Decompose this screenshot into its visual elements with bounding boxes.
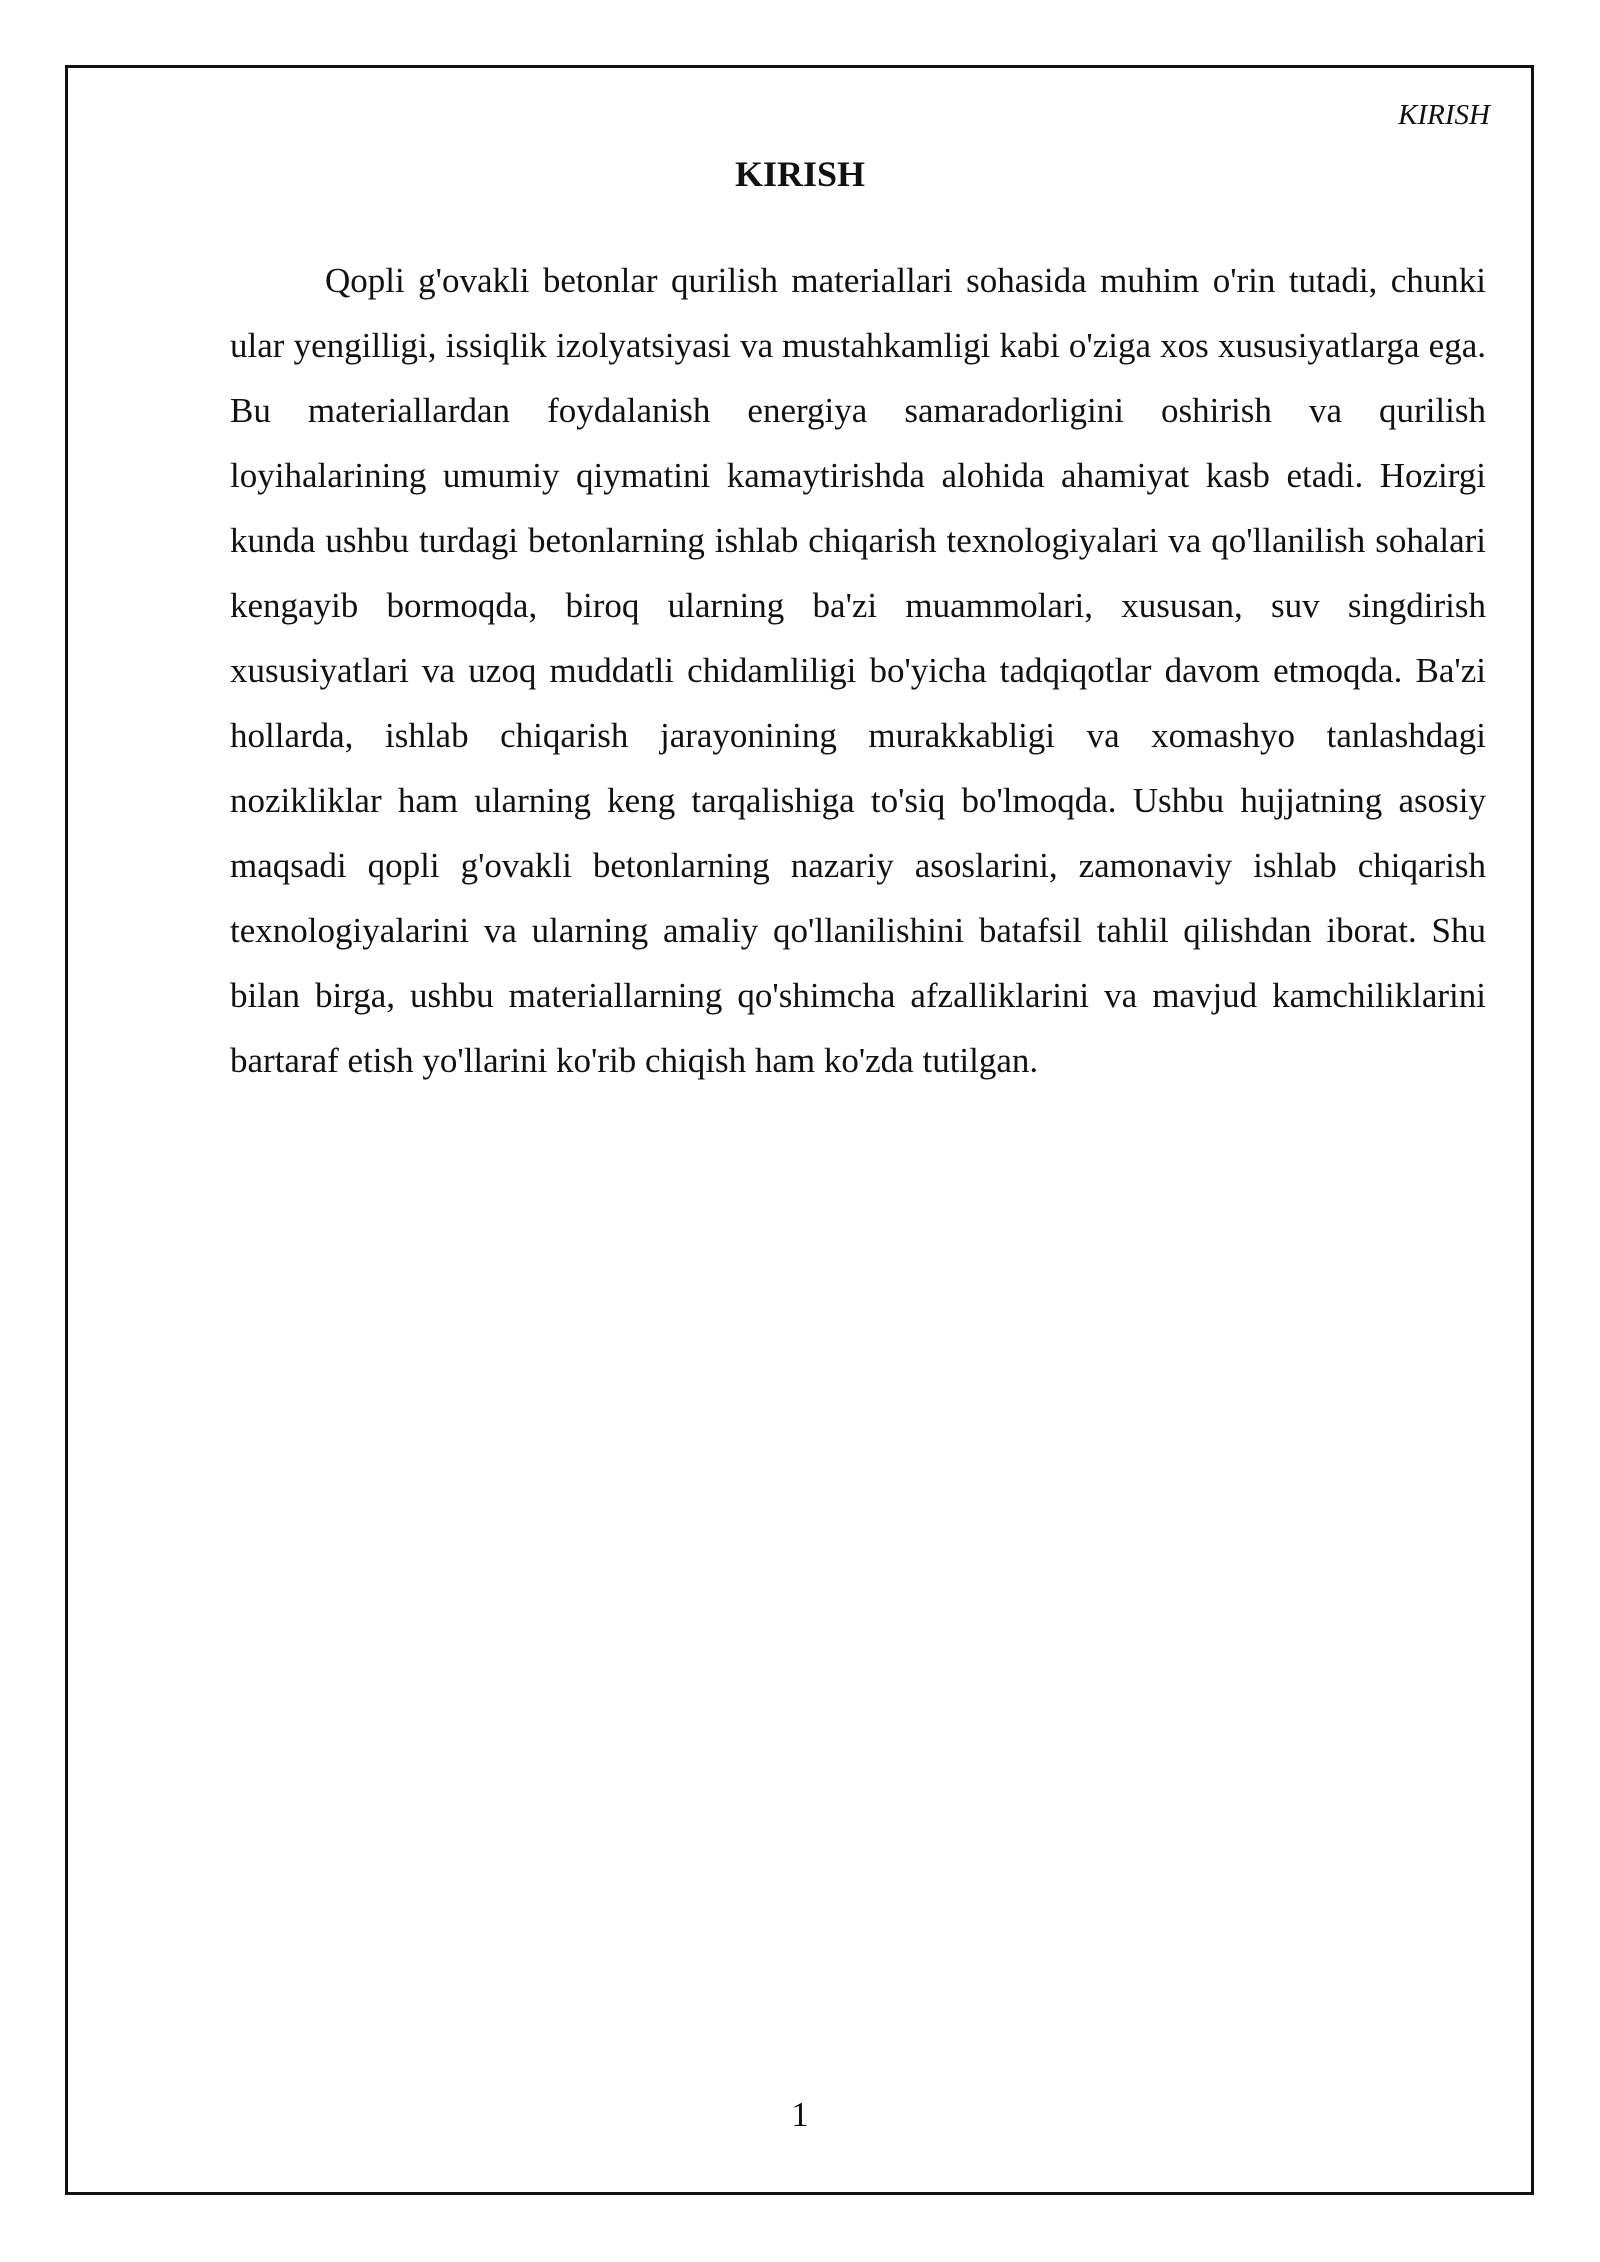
- running-header: KIRISH: [1398, 99, 1490, 131]
- section-title: KIRISH: [734, 154, 866, 194]
- page-number: 1: [791, 2095, 809, 2134]
- intro-paragraph: Qopli g'ovakli betonlar qurilish materiallari sohasida muhim o'rin tutadi, chunki ular yengilligi, issiqlik izolyatsiyasi va mustahkamligi kabi o'ziga xos xususiyatlarga ega. Bu materiallardan foydalanish energiya samaradorligini oshirish va qurilish loyihalarining umumiy qiymatini kamaytirishda alohida ahamiyat kasb etadi. Hozirgi kunda ushbu turdagi betonlarning ishlab chiqarish texnologiyalari va qo'llanilish sohalari kengayib bormoqda, biroq ularning ba'zi muammolari, xususan, suv singdirish xususiyatlari va uzoq muddatli chidamliligi bo'yicha tadqiqotlar davom etmoqda. Ba'zi hollarda, ishlab chiqarish jarayonining murakkabligi va xomashyo tanlashdagi nozikliklar ham ularning keng tarqalishiga to'siq bo'lmoqda. Ushbu hujjatning asosiy maqsadi qopli g'ovakli betonlarning nazariy asoslarini, zamonaviy ishlab chiqarish texnologiyalarini va ularning amaliy qo'llanilishini batafsil tahlil qilishdan iborat. Shu bilan birga, ushbu materiallarning qo'shimcha afzalliklarini va mavjud kamchiliklarini bartaraf etish yo'llarini ko'rib chiqish ham ko'zda tutilgan.: [230, 261, 1486, 1080]
